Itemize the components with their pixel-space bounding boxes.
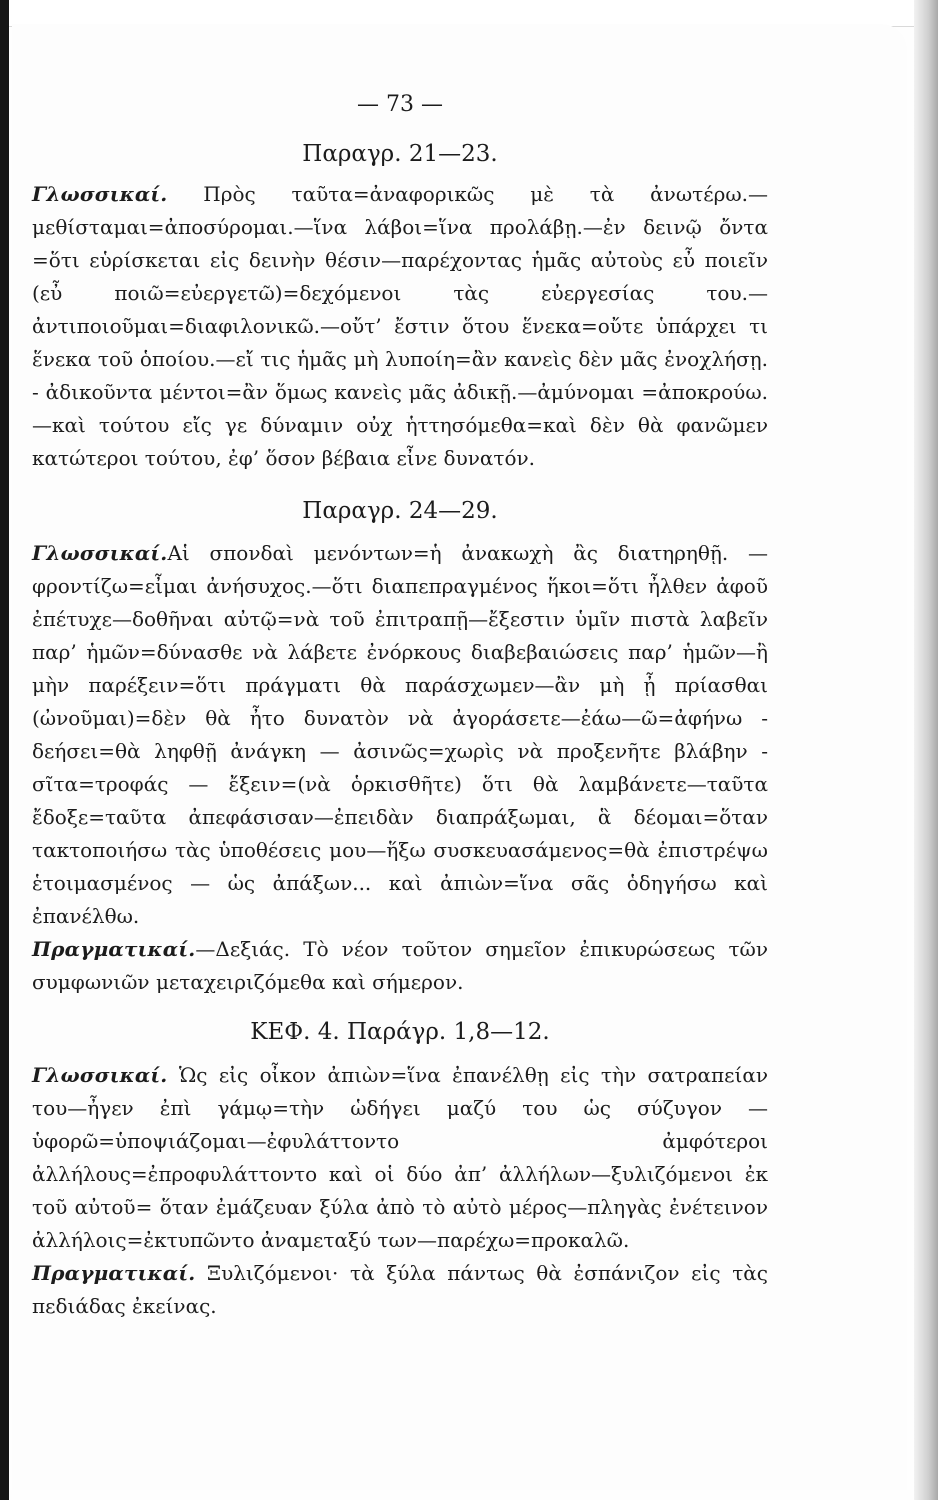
paragraph-body: Πρὸς ταῦτα=ἀναφορικῶς μὲ τὰ ἀνωτέρω.—μεθίσταμαι=ἀποσύρομαι.—ἵνα λάβοι=ἵνα προλάβῃ.—ἐν δεινῷ ὄντα =ὅτι εὑρίσκεται εἰς δεινὴν θέσιν—παρέχοντας ἡμᾶς αὐτοὺς εὖ ποιεῖν (εὖ ποιῶ=εὐεργετῶ)=δεχόμενοι τὰς εὐεργεσίας του.—ἀντιποιοῦμαι=διαφιλονικῶ.—οὔτ’ ἔστιν ὅτου ἕνεκα=οὔτε ὑπάρχει τι ἕνεκα τοῦ ὁποίου.—εἴ τις ἡμᾶς μὴ λυποίη=ἂν κανεὶς δὲν μᾶς ἐνοχλήσῃ. - ἀδικοῦντα μέντοι=ἂν ὅμως κανεὶς μᾶς ἀδικῇ.—ἀμύνομαι =ἀποκρούω.—καὶ τούτου εἴς γε δύναμιν οὐχ ἡττησόμεθα=καὶ δὲν θὰ φανῶμεν κατώτεροι τούτου, ἐφ’ ὅσον βέβαια εἶνε δυνατόν. bbox=[32, 182, 768, 470]
section-heading-3: ΚΕΦ. 4. Παράγρ. 1,8—12. bbox=[250, 1019, 550, 1045]
paragraph-glossika-1 bbox=[32, 178, 768, 475]
paragraph-lead: Γλωσσικαί. bbox=[32, 182, 168, 206]
paragraph-body: Ξυλιζόμενοι· τὰ ξύλα πάντως θὰ ἐσπάνιζον εἰς τὰς πεδιάδας ἐκείνας. bbox=[32, 1261, 768, 1318]
paragraph-pragmatika-3 bbox=[32, 1257, 768, 1323]
book-page bbox=[12, 24, 907, 1490]
paragraph-lead: Γλωσσικαί. bbox=[32, 1063, 168, 1087]
scan-right-edge-shadow bbox=[914, 0, 938, 1500]
scan-top-margin bbox=[0, 0, 938, 27]
paragraph-glossika-3 bbox=[32, 1059, 768, 1257]
paragraph-lead: Πραγματικαί. bbox=[32, 1261, 196, 1285]
paragraph-lead: Γλωσσικαί. bbox=[32, 541, 168, 565]
paragraph-body: —Δεξιάς. Τὸ νέον τοῦτον σημεῖον ἐπικυρώσεως τῶν συμφωνιῶν μεταχειριζόμεθα καὶ σήμερον. bbox=[32, 937, 768, 994]
section-heading-2: Παραγρ. 24—29. bbox=[302, 498, 498, 524]
section-heading-1: Παραγρ. 21—23. bbox=[302, 141, 498, 167]
paragraph-body: Ὡς εἰς οἶκον ἀπιὼν=ἵνα ἐπανέλθῃ εἰς τὴν σατραπείαν του—ἦγεν ἐπὶ γάμῳ=τὴν ὡδήγει μαζύ του ὡς σύζυγον —ὑφορῶ=ὑποψιάζομαι—ἐφυλάττοντο ἀμφότεροι ἀλλήλους=ἐπροφυλάττοντο καὶ οἱ δύο ἀπ’ ἀλλήλων—ξυλιζόμενοι ἐκ τοῦ αὐτοῦ= ὅταν ἐμάζευαν ξύλα ἀπὸ τὸ αὐτὸ μέρος—πληγὰς ἐνέτεινον ἀλλήλοις=ἐκτυπῶντο ἀναμεταξύ των—παρέχω=προκαλῶ. bbox=[32, 1063, 768, 1252]
page-number: — 73 — bbox=[357, 92, 443, 117]
page-text bbox=[32, 88, 768, 1323]
paragraph-lead: Πραγματικαί. bbox=[32, 937, 196, 961]
paragraph-pragmatika-2 bbox=[32, 933, 768, 999]
scan-left-edge bbox=[0, 0, 9, 1500]
paragraph-glossika-2 bbox=[32, 537, 768, 933]
paragraph-body: Αἱ σπονδαὶ μενόντων=ἡ ἀνακωχὴ ἂς διατηρηθῇ. — φροντίζω=εἶμαι ἀνήσυχος.—ὅτι διαπεπραγμένος ἥκοι=ὅτι ἦλθεν ἀφοῦ ἐπέτυχε—δοθῆναι αὐτῷ=νὰ τοῦ ἐπιτραπῇ—ἔξεστιν ὑμῖν πιστὰ λαβεῖν παρ’ ἡμῶν=δύνασθε νὰ λάβετε ἐνόρκους διαβεβαιώσεις παρ’ ἡμῶν—ἢ μὴν παρέξειν=ὅτι πράγματι θὰ παράσχωμεν—ἂν μὴ ᾖ πρίασθαι (ὠνοῦμαι)=δὲν θὰ ἦτο δυνατὸν νὰ ἀγοράσετε—ἐάω—ῶ=ἀφήνω - δεήσει=θὰ ληφθῇ ἀνάγκη — ἀσινῶς=χωρὶς νὰ προξενῆτε βλάβην - σῖτα=τροφάς — ἔξειν=(νὰ ὁρκισθῆτε) ὅτι θὰ λαμβάνετε—ταῦτα ἔδοξε=ταῦτα ἀπεφάσισαν—ἐπειδὰν διαπράξωμαι, ἃ δέομαι=ὅταν τακτοποιήσω τὰς ὑποθέσεις μου—ἥξω συσκευασάμενος=θὰ ἐπιστρέψω ἑτοιμασμένος — ὡς ἀπάξων... καὶ ἀπιὼν=ἵνα σᾶς ὁδηγήσω καὶ ἐπανέλθω. bbox=[32, 541, 768, 928]
